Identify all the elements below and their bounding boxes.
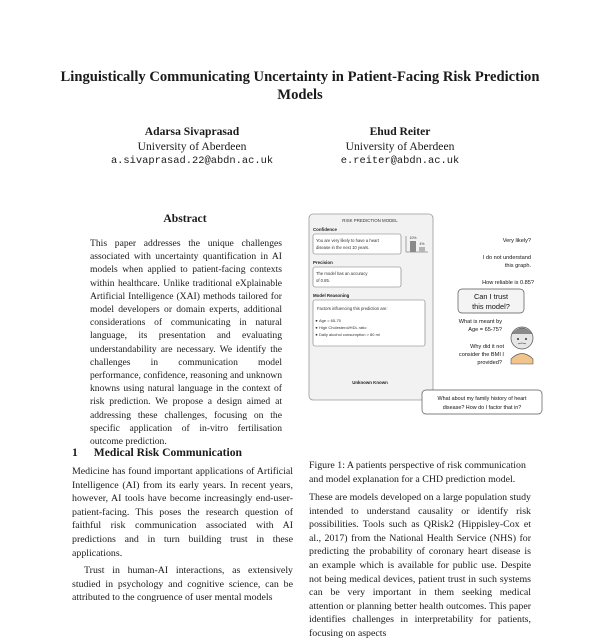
- author-name: Adarsa Sivaprasad: [144, 125, 240, 138]
- confidence-text: You are very likely to have a heart: [316, 238, 379, 243]
- question-text: this model?: [472, 302, 510, 311]
- author-block: [305, 124, 495, 169]
- question-text: How reliable is 0.85?: [482, 280, 534, 286]
- question-text: What about my family history of heart: [437, 396, 527, 402]
- question-text: I do not understand: [482, 255, 531, 261]
- reasoning-item: High Cholesterol/HDL ratio: [319, 325, 367, 330]
- paper-title: Linguistically Communicating Uncertainty in Patient-Facing Risk Prediction Models: [60, 69, 540, 103]
- paragraph: Medicine has found important applications of Artificial Intelligence (AI) from its early years. In recent years, however, AI tools have become increasingly end-user-patient-facing. This poses the research question of faithful risk communication associated with AI predictions and in turn building trust in these applications.: [72, 466, 293, 559]
- author-affiliation: University of Aberdeen: [137, 140, 247, 153]
- question-text: consider the BMI I: [458, 352, 504, 358]
- author-block: [97, 124, 287, 169]
- chart-tick-label: 10%: [409, 236, 417, 240]
- question-text: Can I trust: [473, 292, 509, 301]
- chart-tick-label: 4%: [419, 242, 425, 246]
- unknown-known-label: Unknown Known: [352, 380, 388, 385]
- chart-bar: [410, 241, 416, 252]
- question-text: provided?: [477, 360, 502, 366]
- section-heading: [72, 446, 258, 459]
- reasoning-intro: Factors influencing this prediction are:: [317, 306, 388, 311]
- column-2-text: These are models developed on a large population study intended to understand causality or identify risk possibilities. Tools such as QRisk2 (Hippisley-Cox et al., 2017) from the National Health Service (NHS) for predicting the probability of coronary heart disease is an example which is available for public use. Despite not being medical devices, patient trust in such systems can be very important in them seeking medical attention or planning better health outcomes. This paper identifies challenges in interpretability for patients, focusing on aspects: [309, 492, 531, 639]
- paragraph: Trust in human-AI interactions, as extensively studied in psychology and cognitive science, can be attributed to the congruence of user mental models: [72, 565, 293, 604]
- reasoning-label: Model Reasoning: [313, 293, 350, 298]
- abstract-heading: Abstract: [163, 212, 207, 225]
- confidence-text: disease in the next 10 years.: [316, 245, 370, 250]
- section-title: Medical Risk Communication: [93, 446, 242, 459]
- bullet-icon: [316, 320, 318, 322]
- question-text: What is meant by: [458, 319, 502, 325]
- question-text: Age = 65-75?: [468, 327, 502, 333]
- figure-1: [308, 212, 544, 448]
- precision-text: The model has an accuracy: [316, 271, 368, 276]
- confidence-box: [313, 234, 401, 254]
- author-name: Ehud Reiter: [369, 125, 431, 138]
- figure-caption: Figure 1: A patients perspective of risk communication and model explanation for a CHD prediction model.: [309, 460, 526, 485]
- bullet-icon: [316, 334, 318, 336]
- precision-text: of 0.85.: [316, 278, 330, 283]
- patient-icon: [511, 327, 533, 364]
- precision-label: Precision: [313, 260, 333, 265]
- bullet-icon: [316, 327, 318, 329]
- question-text: disease? How do I factor that in?: [442, 405, 522, 411]
- reasoning-item: Daily alcohol consumption > 80 ml: [319, 332, 380, 337]
- chart-bar: [419, 247, 425, 252]
- reasoning-item: Age = 65-75: [319, 318, 341, 323]
- question-text: this graph.: [504, 263, 531, 269]
- section-number: 1: [72, 446, 78, 459]
- author-affiliation: University of Aberdeen: [345, 140, 455, 153]
- section-body: [72, 465, 293, 605]
- author-email: a.sivaprasad.22@abdn.ac.uk: [110, 155, 274, 167]
- panel-title: RISK PREDICTION MODEL: [342, 218, 398, 223]
- confidence-label: Confidence: [313, 227, 337, 232]
- abstract-text: This paper addresses the unique challenges associated with uncertainty quantification in AI models when applied to patient-facing contexts within healthcare. Unlike traditional eXplainable Artificial Intelligence (XAI) methods tailored for model developers or domain experts, additional considerations of communicating in natural language, its presentation and evaluating understandability are necessary. We identify the challenges in communication model performance, confidence, reasoning and unknown knowns using natural language in the context of risk prediction. We propose a design aimed at addressing these challenges, focusing on the specific application of in-vitro fertilisation outcome prediction.: [90, 238, 282, 448]
- question-text: Why did it not: [470, 344, 504, 350]
- precision-box: [313, 267, 401, 287]
- author-email: e.reiter@abdn.ac.uk: [340, 155, 460, 167]
- question-text: Very likely?: [502, 238, 531, 244]
